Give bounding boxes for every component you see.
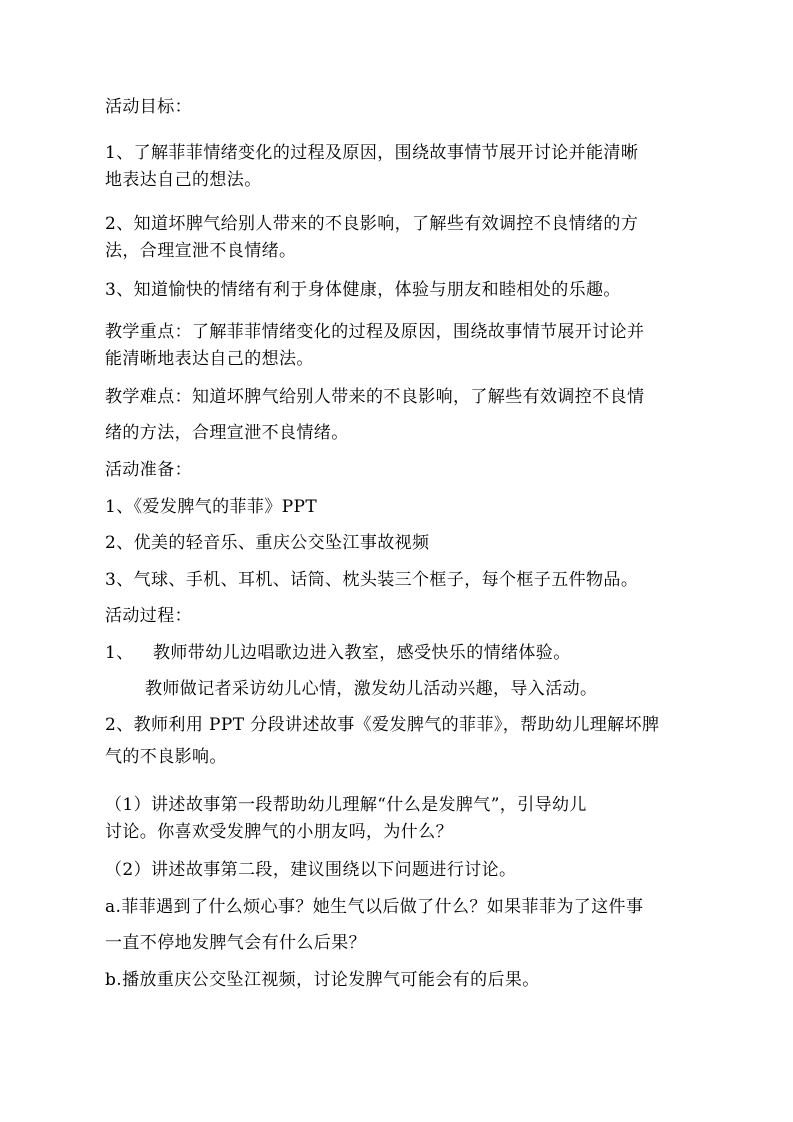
- difficult-point-line-2: 绪的方法，合理宣泄不良情绪。: [105, 423, 349, 443]
- goal-1-line-1: 1、了解菲菲情绪变化的过程及原因，围绕故事情节展开讨论并能清晰: [105, 143, 639, 163]
- difficult-point-line-1: 教学难点：知道坏脾气给别人带来的不良影响，了解些有效调控不良情: [105, 387, 645, 407]
- sub-1-line-1: （1）讲述故事第一段帮助幼儿理解“什么是发脾气”，引导幼儿: [105, 795, 587, 815]
- goal-2-line-1: 2、知道坏脾气给别人带来的不良影响，了解些有效调控不良情绪的方: [105, 214, 639, 234]
- prep-heading: 活动准备：: [105, 460, 192, 480]
- goals-heading: 活动目标：: [105, 97, 192, 117]
- step-1-text: 教师带幼儿边唱歌边进入教室，感受快乐的情绪体验。: [153, 643, 571, 663]
- step-1-sub: 教师做记者采访幼儿心情，激发幼儿活动兴趣，导入活动。: [145, 679, 598, 699]
- item-a-line-2: 一直不停地发脾气会有什么后果？: [105, 933, 366, 953]
- key-point-line-1: 教学重点：了解菲菲情绪变化的过程及原因，围绕故事情节展开讨论并: [105, 322, 645, 342]
- item-a-line-1: a.菲菲遇到了什么烦心事？她生气以后做了什么？如果菲菲为了这件事: [105, 897, 644, 917]
- step-2-line-2: 气的不良影响。: [105, 747, 227, 767]
- goal-1-line-2: 地表达自己的想法。: [105, 170, 262, 190]
- step-1-number: 1、: [105, 643, 134, 663]
- prep-item-3: 3、气球、手机、耳机、话筒、枕头装三个框子，每个框子五件物品。: [105, 570, 639, 590]
- prep-item-2: 2、优美的轻音乐、重庆公交坠江事故视频: [105, 533, 430, 553]
- sub-2: （2）讲述故事第二段，建议围绕以下问题进行讨论。: [105, 860, 517, 880]
- process-heading: 活动过程：: [105, 606, 192, 626]
- key-point-line-2: 能清晰地表达自己的想法。: [105, 349, 314, 369]
- sub-1-line-2: 讨论。你喜欢受发脾气的小朋友吗，为什么？: [105, 822, 453, 842]
- prep-item-1: 1、《爱发脾气的菲菲》PPT: [105, 497, 318, 517]
- step-1: [105, 641, 571, 665]
- item-b: b.播放重庆公交坠江视频，讨论发脾气可能会有的后果。: [105, 970, 540, 990]
- goal-2-line-2: 法，合理宣泄不良情绪。: [105, 241, 297, 261]
- step-2-line-1: 2、教师利用 PPT 分段讲述故事《爱发脾气的菲菲》，帮助幼儿理解坏脾: [105, 715, 660, 735]
- goal-3-line-1: 3、知道愉快的情绪有利于身体健康，体验与朋友和睦相处的乐趣。: [105, 280, 621, 300]
